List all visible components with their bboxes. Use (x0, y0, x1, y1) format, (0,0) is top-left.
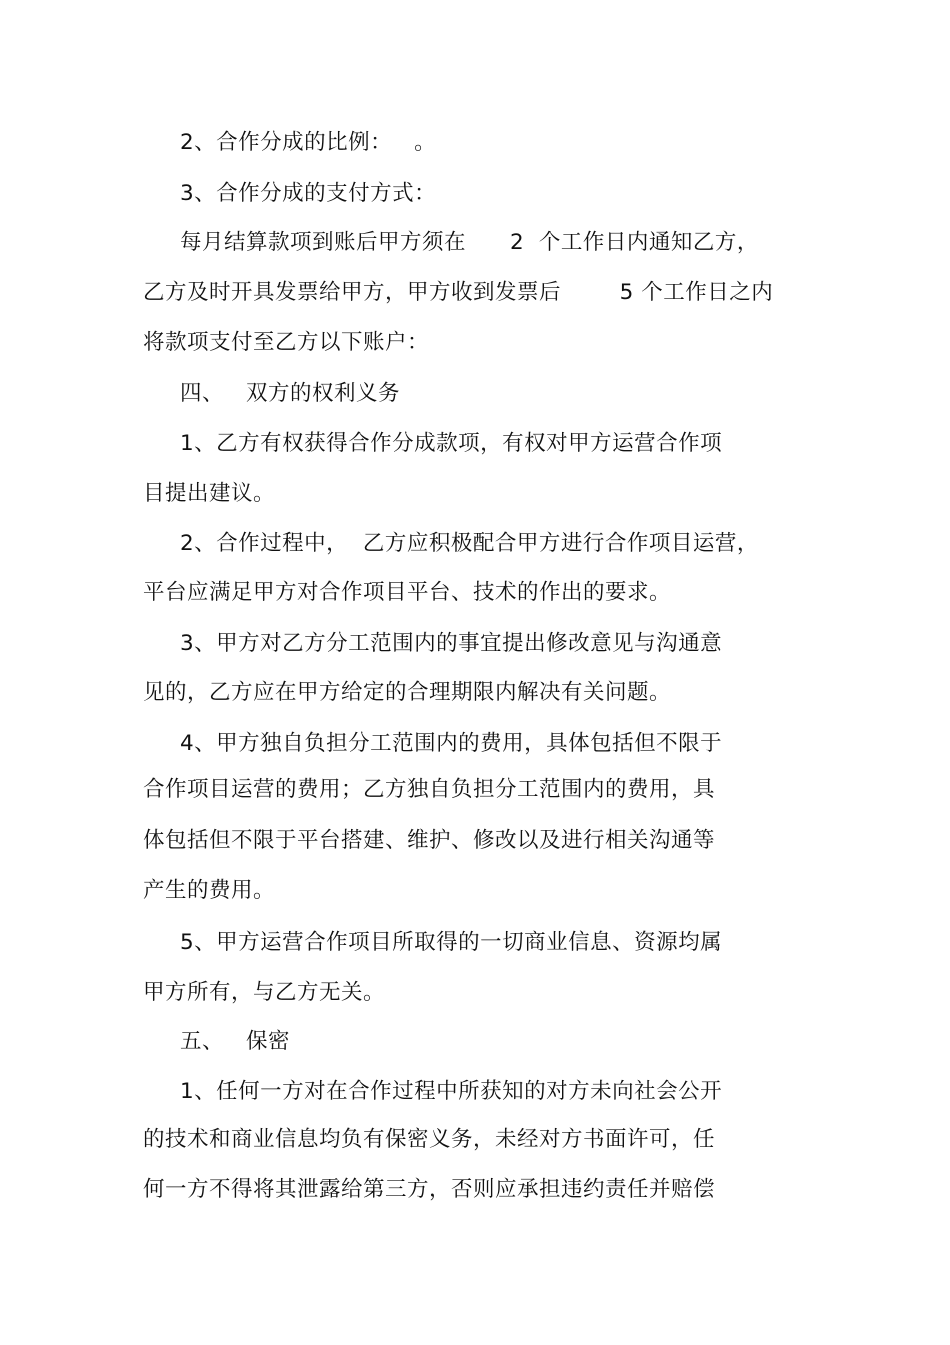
clause-4-2-line-2: 平台应满足甲方对合作项目平台、技术的作出的要求。 (143, 580, 672, 605)
payment-paragraph-line-3: 将款项支付至乙方以下账户： (143, 330, 430, 355)
clause-4-4-line-2: 合作项目运营的费用；乙方独自负担分工范围内的费用，具 (143, 777, 716, 802)
clause-5-1-line-3: 何一方不得将其泄露给第三方，否则应承担违约责任并赔偿 (143, 1177, 716, 1202)
clause-4-5-line-2: 甲方所有，与乙方无关。 (143, 980, 386, 1005)
clause-4-4-line-1: 4、甲方独自负担分工范围内的费用，具体包括但不限于 (180, 731, 723, 756)
clause-4-1-line-2: 目提出建议。 (143, 481, 276, 506)
payment-paragraph-line-1: 每月结算款项到账后甲方须在 2 个工作日内通知乙方， (180, 230, 759, 255)
payment-paragraph-line-2: 乙方及时开具发票给甲方，甲方收到发票后 5 个工作日之内 (143, 280, 774, 305)
clause-4-4-line-4: 产生的费用。 (143, 878, 276, 903)
clause-5-1-line-1: 1、任何一方对在合作过程中所获知的对方未向社会公开 (180, 1079, 723, 1104)
clause-4-4-line-3: 体包括但不限于平台搭建、维护、修改以及进行相关沟通等 (143, 828, 716, 853)
section-4-heading: 四、 双方的权利义务 (180, 381, 401, 406)
clause-4-5-line-1: 5、甲方运营合作项目所取得的一切商业信息、资源均属 (180, 930, 723, 955)
clause-4-1-line-1: 1、乙方有权获得合作分成款项，有权对甲方运营合作项 (180, 431, 723, 456)
section-5-heading: 五、 保密 (180, 1029, 291, 1054)
clause-4-3-line-1: 3、甲方对乙方分工范围内的事宜提出修改意见与沟通意 (180, 631, 723, 656)
clause-5-1-line-2: 的技术和商业信息均负有保密义务，未经对方书面许可，任 (143, 1127, 716, 1152)
clause-3-2-ratio: 2、合作分成的比例： 。 (180, 130, 437, 155)
clause-4-2-line-1: 2、合作过程中， 乙方应积极配合甲方进行合作项目运营， (180, 531, 759, 556)
clause-3-3-payment-method: 3、合作分成的支付方式： (180, 181, 437, 206)
clause-4-3-line-2: 见的，乙方应在甲方给定的合理期限内解决有关问题。 (143, 680, 672, 705)
